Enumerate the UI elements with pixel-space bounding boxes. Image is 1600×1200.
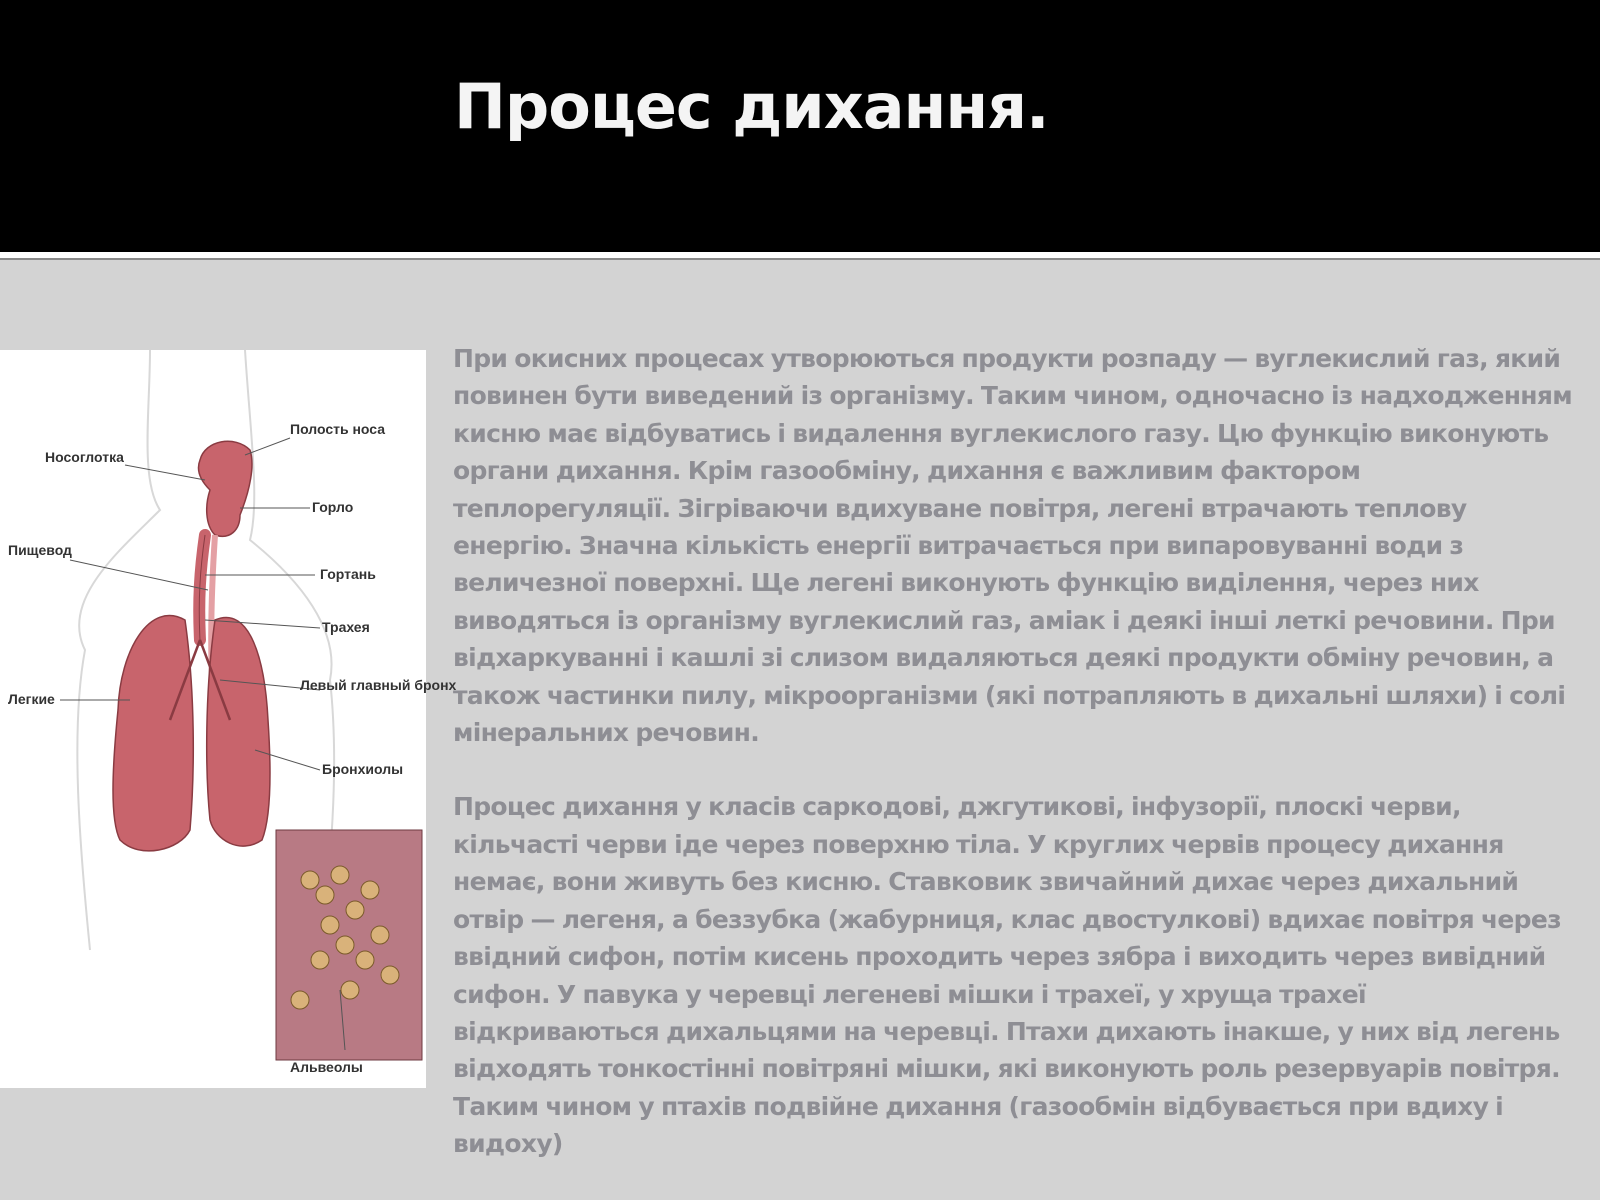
- label-lungs: Легкие: [8, 691, 55, 707]
- slide-title: Процес дихання.: [454, 70, 1049, 143]
- body-paragraph-1: При окисних процесах утворюються продукти розпаду — вуглекислий газ, який повинен бути виведений із організму. Таким чином, одночасно із надходженням кисню має відбуватись і видалення вуглекислого газу. Цю функцію виконують органи дихання. Крім газообміну, дихання є важливим фактором теплорегуляції. Зігріваючи вдихуване повітря, легені втрачають теплову енергію. Значна кількість енергії витрачається при випаровуванні води з величезної поверхні. Ще легені виконують функцію виділення, через них виводяться із організму вуглекислий газ, аміак і деякі інші леткі речовини. При відхаркуванні і кашлі зі слизом видаляються деякі продукти обміну речовин, а також частинки пилу, мікроорганізми (які потрапляють в дихальні шляхи) і солі мінеральних речовин.: [453, 344, 1572, 748]
- body-paragraph-2: Процес дихання у класів саркодові, джгутикові, інфузорії, плоскі черви, кільчасті черви іде через поверхню тіла. У круглих червів процесу дихання немає, вони живуть без кисню. Ставковик звичайний дихає через дихальний отвір — легеня, а беззубка (жабурниця, клас двостулкові) вдихає повітря через ввідний сифон, потім кисень проходить через зябра і виходить через вивідний сифон. У павука у черевці легеневі мішки і трахеї, у хруща трахеї відкриваються дихальцями на черевці. Птахи дихають інакше, у них від легень відходять тонкостінні повітряні мішки, які виконують роль резервуарів повітря. Таким чином у птахів подвійне дихання (газообмін відбувається при вдиху і видоху): [453, 792, 1561, 1159]
- left-lung-shape: [207, 618, 270, 847]
- right-lung-shape: [113, 616, 193, 851]
- label-esophagus: Пищевод: [8, 542, 72, 558]
- respiratory-system-illustration: [0, 350, 457, 1088]
- label-larynx: Гортань: [320, 566, 376, 582]
- label-pharynx: Горло: [312, 499, 354, 515]
- header-divider: [0, 252, 1600, 260]
- nasal-cavity-shape: [198, 441, 251, 536]
- label-alveoli: Альвеолы: [290, 1059, 363, 1075]
- slide-body-text: [453, 340, 1573, 1200]
- label-nasopharynx: Носоглотка: [45, 449, 124, 465]
- label-nasal-cavity: Полость носа: [290, 421, 386, 437]
- respiratory-system-diagram: [0, 350, 457, 1088]
- label-trachea: Трахея: [322, 619, 370, 635]
- label-bronchioles: Бронхиолы: [322, 761, 404, 777]
- label-left-bronchus: Левый главный бронх: [300, 677, 457, 693]
